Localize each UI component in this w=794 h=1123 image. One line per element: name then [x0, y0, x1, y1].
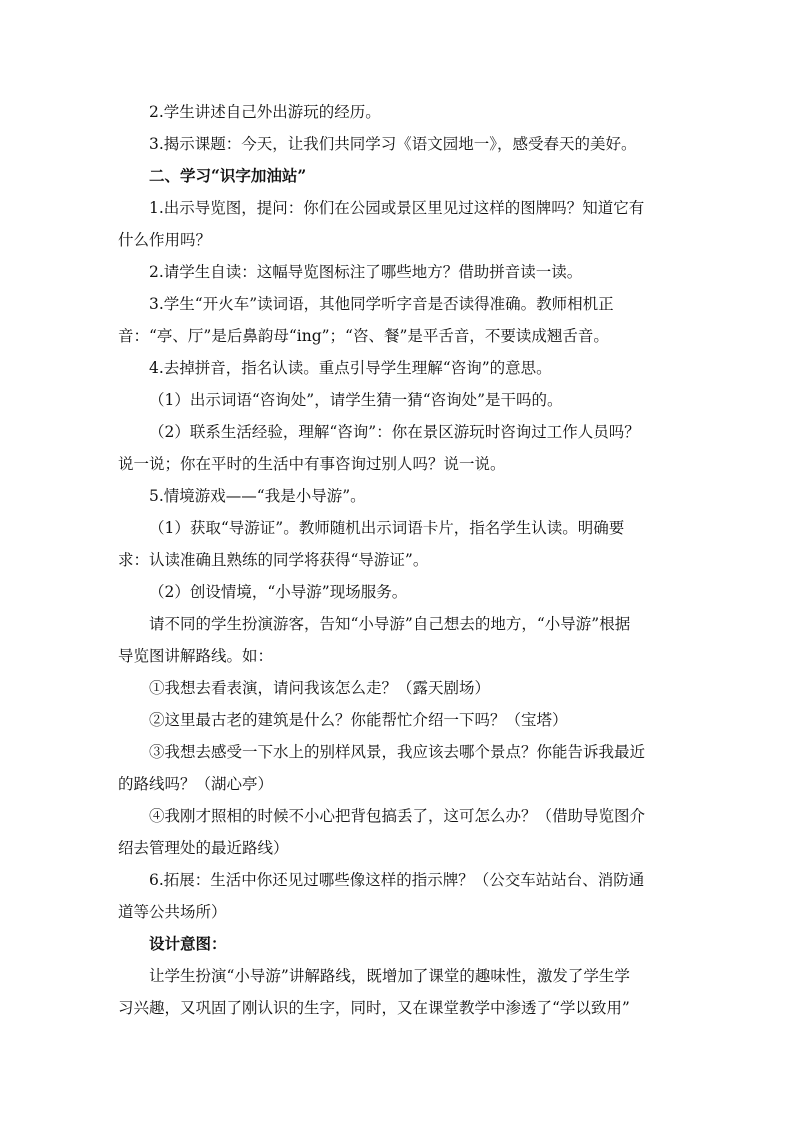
paragraph-line: ④我刚才照相的时候不小心把背包搞丢了，这可怎么办？（借助导览图介: [149, 807, 646, 825]
section-heading: 二、学习“识字加油站”: [149, 166, 307, 185]
paragraph-line: 请不同的学生扮演游客，告知“小导游”自己想去的地方，“小导游”根据: [149, 615, 631, 633]
paragraph-line: 绍去管理处的最近路线）: [118, 839, 289, 857]
paragraph-line: 1.出示导览图，提问：你们在公园或景区里见过这样的图牌吗？知道它有: [149, 199, 645, 217]
document-body: [118, 96, 678, 1024]
paragraph-line: 什么作用吗？: [118, 231, 212, 249]
paragraph-line: 道等公共场所）: [118, 903, 227, 921]
paragraph-line: 6.拓展：生活中你还见过哪些像这样的指示牌？（公交车站站台、消防通: [149, 871, 645, 889]
design-intent-heading: 设计意图：: [149, 934, 227, 953]
paragraph-line: 2.学生讲述自己外出游玩的经历。: [149, 103, 381, 121]
paragraph-line: 5.情境游戏——“我是小导游”。: [149, 487, 366, 505]
paragraph-line: （1）出示词语“咨询处”，请学生猜一猜“咨询处”是干吗的。: [149, 391, 563, 409]
paragraph-line: 导览图讲解路线。如：: [118, 647, 274, 665]
paragraph-line: （2）创设情境，“小导游”现场服务。: [149, 583, 408, 601]
paragraph-line: ③我想去感受一下水上的别样风景，我应该去哪个景点？你能告诉我最近: [149, 743, 646, 761]
paragraph-line: 3.学生“开火车”读词语，其他同学听字音是否读得准确。教师相机正: [149, 295, 614, 313]
paragraph-line: ①我想去看表演，请问我该怎么走？（露天剧场）: [149, 679, 491, 697]
paragraph-line: 让学生扮演“小导游”讲解路线，既增加了课堂的趣味性，激发了学生学: [149, 967, 630, 985]
paragraph-line: 说一说；你在平时的生活中有事咨询过别人吗？说一说。: [118, 455, 506, 473]
paragraph-line: 3.揭示课题：今天，让我们共同学习《语文园地一》，感受春天的美好。: [149, 135, 637, 153]
paragraph-line: 音：“亭、厅”是后鼻韵母“ing”；“咨、餐”是平舌音，不要读成翘舌音。: [118, 327, 609, 345]
paragraph-line: （1）获取“导游证”。教师随机出示词语卡片，指名学生认读。明确要: [149, 519, 625, 537]
paragraph-line: 的路线吗？（湖心亭）: [118, 775, 274, 793]
paragraph-line: 2.请学生自读：这幅导览图标注了哪些地方？借助拼音读一读。: [149, 263, 583, 281]
paragraph-line: （2）联系生活经验，理解“咨询”：你在景区游玩时咨询过工作人员吗？: [149, 423, 640, 441]
paragraph-line: 求：认读准确且熟练的同学将获得“导游证”。: [118, 551, 429, 569]
paragraph-line: ②这里最古老的建筑是什么？你能帮忙介绍一下吗？（宝塔）: [149, 711, 568, 729]
paragraph-line: 习兴趣，又巩固了刚认识的生字，同时，又在课堂教学中渗透了“学以致用”: [118, 999, 630, 1017]
paragraph-line: 4.去掉拼音，指名认读。重点引导学生理解“咨询”的意思。: [149, 359, 552, 377]
